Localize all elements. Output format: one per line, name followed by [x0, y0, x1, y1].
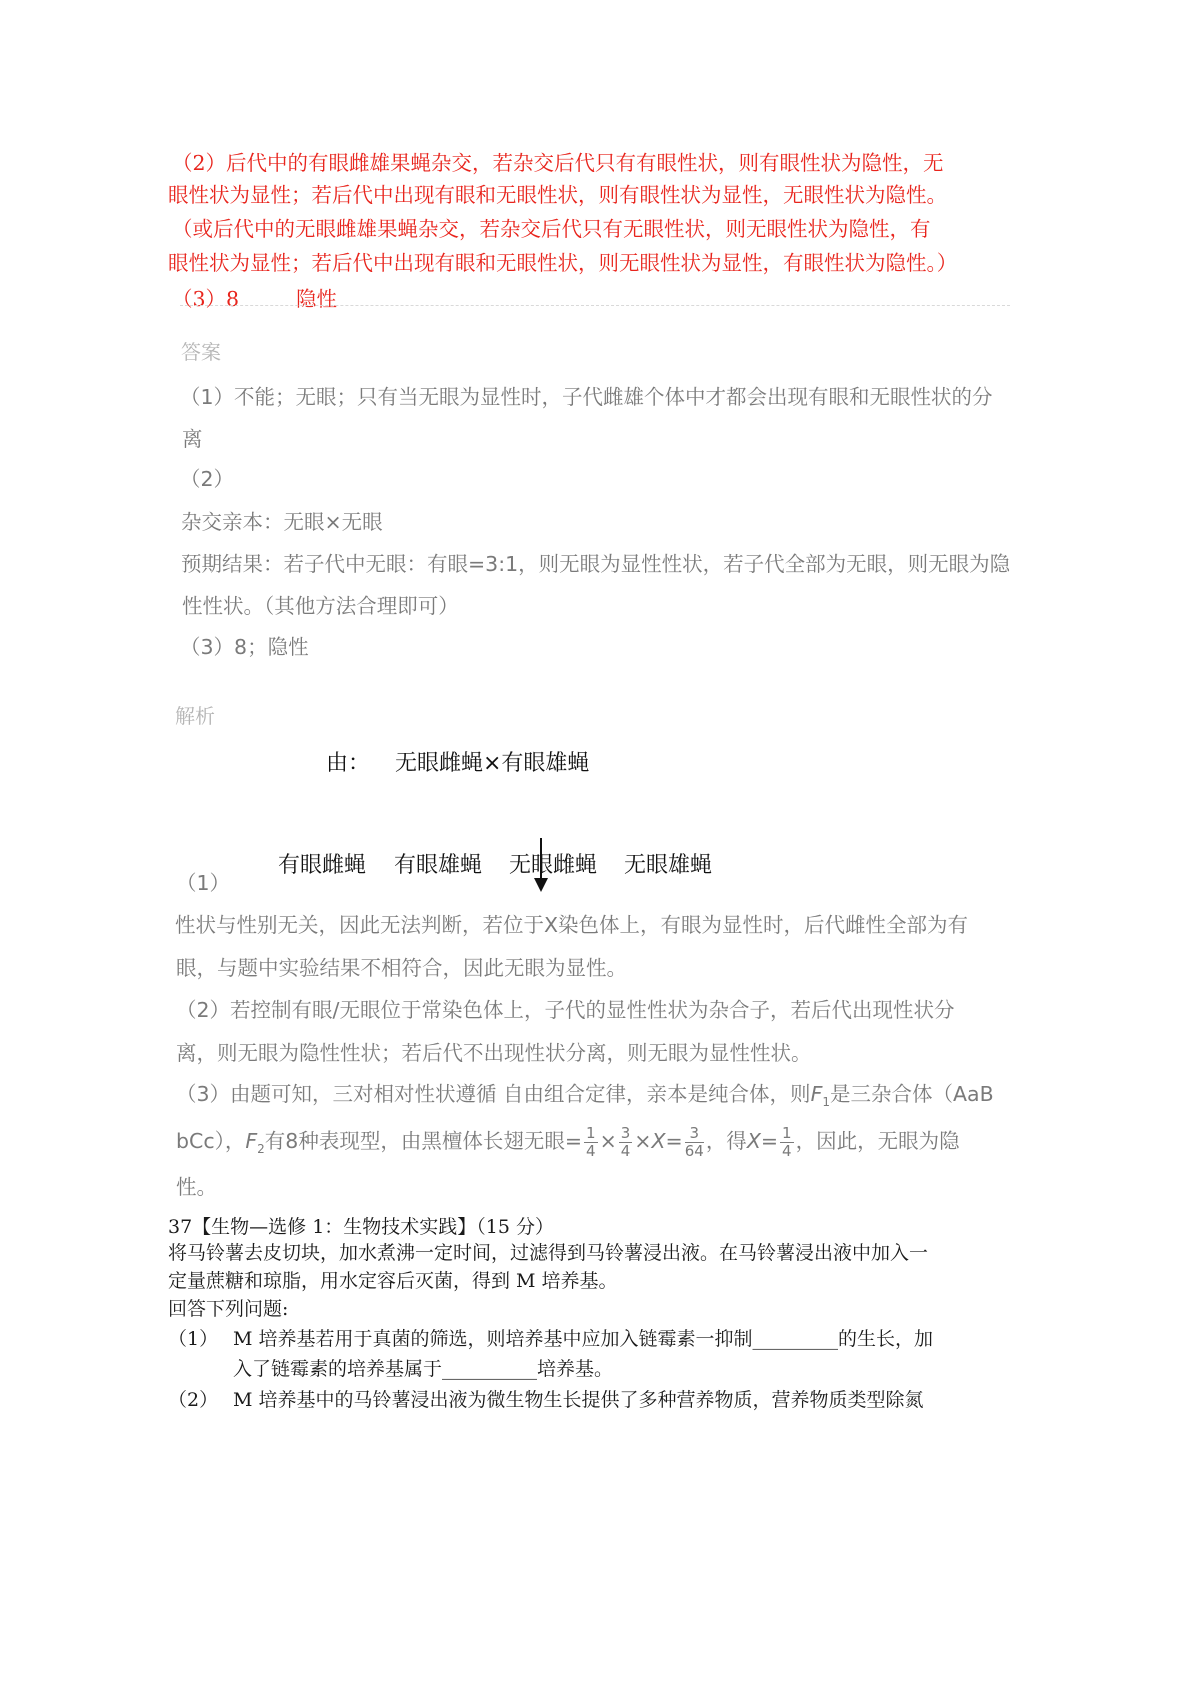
- analysis-line6-get: ，得: [705, 1129, 747, 1153]
- equals-symbol: =: [665, 1129, 683, 1153]
- analysis-line4: 离，则无眼为隐性性状；若后代不出现性状分离，则无眼为显性性状。: [176, 1041, 812, 1065]
- analysis-line6-mid: 有8种表现型，由黑檀体长翅无眼=: [264, 1129, 583, 1153]
- analysis-line1: 性状与性别无关，因此无法判断，若位于X染色体上，有眼为显性时，后代雌性全部为有: [175, 913, 969, 937]
- fraction-three-quarters: $\frac{3}{4}$: [620, 1123, 631, 1160]
- x-variable-2: X: [746, 1129, 761, 1153]
- analysis-label: 解析: [175, 704, 215, 728]
- fraction-one-quarter: $\frac{1}{4}$: [586, 1123, 596, 1160]
- question-37-q2-number: （2）: [168, 1389, 219, 1411]
- red-answer-q3-prefix: （3）8: [172, 287, 240, 311]
- question-37-q1-number: （1）: [168, 1328, 219, 1350]
- analysis-line6-tail: ，因此，无眼为隐: [795, 1129, 960, 1153]
- analysis-line5-text: （3）由题可知，三对相对性状遵循 自由组合定律，亲本是纯合体，则: [176, 1082, 811, 1106]
- red-answer-q3-answer: 隐性: [296, 287, 337, 311]
- red-answer-line-4: 眼性状为显性；若后代中出现有眼和无眼性状，则无眼性状为显性，有眼性状为隐性。）: [168, 251, 958, 275]
- question-37-q1-line2: 入了链霉素的培养基属于__________培养基。: [233, 1358, 614, 1380]
- analysis-line5: [176, 1077, 994, 1109]
- times-symbol: ×: [599, 1129, 617, 1153]
- offspring-3: 无眼雌蝇: [509, 853, 598, 878]
- question-37-stem-line1: 将马铃薯去皮切块，加水煮沸一定时间，过滤得到马铃薯浸出液。在马铃薯浸出液中加入一: [168, 1242, 929, 1264]
- cross-parents: 无眼雌蝇×有眼雄蝇: [395, 751, 590, 776]
- question-37-q1-line1: M 培养基若用于真菌的筛选，则培养基中应加入链霉素一抑制_________的生长，加: [233, 1328, 933, 1350]
- red-answer-line-1: （2）后代中的有眼雌雄果蝇杂交，若杂交后代只有有眼性状，则有眼性状为隐性，无: [172, 151, 944, 175]
- answer-q1-line2: 离: [182, 427, 203, 451]
- answer-q3: （3）8；隐性: [180, 635, 309, 659]
- analysis-line6: [176, 1124, 960, 1160]
- analysis-line3: （2）若控制有眼/无眼位于常染色体上，子代的显性性状为杂合子，若后代出现性状分: [176, 998, 955, 1022]
- analysis-line2: 眼，与题中实验结果不相符合，因此无眼为显性。: [176, 956, 627, 980]
- equals-symbol-2: =: [760, 1129, 779, 1153]
- f2-subscript: 2: [257, 1142, 265, 1157]
- offspring-1: 有眼雌蝇: [278, 853, 367, 878]
- question-37-prompt: 回答下列问题:: [168, 1298, 289, 1320]
- analysis-line7: 性。: [176, 1175, 217, 1199]
- times-symbol-2: ×: [634, 1129, 652, 1153]
- answer-q2-label: （2）: [180, 467, 235, 491]
- question-37-title: 37【生物—选修 1：生物技术实践】（15 分）: [168, 1216, 555, 1238]
- fraction-three-sixtyfourths: $\frac{3}{64}$: [684, 1123, 704, 1160]
- analysis-q1-label: （1）: [176, 871, 231, 895]
- answer-expected-line1: 预期结果：若子代中无眼：有眼=3:1，则无眼为显性性状，若子代全部为无眼，则无眼为隐: [181, 552, 1011, 576]
- red-answer-line-3: （或后代中的无眼雌雄果蝇杂交，若杂交后代只有无眼性状，则无眼性状为隐性，有: [172, 217, 931, 241]
- f1-symbol: F: [810, 1082, 823, 1106]
- answer-cross-parents: 杂交亲本：无眼×无眼: [181, 510, 383, 534]
- cross-prefix: 由：: [326, 751, 371, 776]
- red-answer-line-2: 眼性状为显性；若后代中出现有眼和无眼性状，则有眼性状为显性，无眼性状为隐性。: [168, 183, 947, 207]
- offspring-4: 无眼雄蝇: [624, 853, 713, 878]
- f2-symbol: F: [245, 1129, 258, 1153]
- divider: [180, 305, 1010, 306]
- answer-q1-line1: （1）不能；无眼；只有当无眼为显性时，子代雌雄个体中才都会出现有眼和无眼性状的分: [180, 385, 993, 409]
- f1-subscript: 1: [822, 1095, 830, 1110]
- fraction-one-quarter-result: $\frac{1}{4}$: [782, 1123, 792, 1160]
- x-variable: X: [651, 1129, 666, 1153]
- analysis-line5-tail: 是三杂合体（AaB: [830, 1082, 994, 1106]
- question-37-stem-line2: 定量蔗糖和琼脂，用水定容后灭菌，得到 M 培养基。: [168, 1270, 618, 1292]
- answer-expected-line2: 性性状。（其他方法合理即可）: [182, 594, 459, 618]
- answer-label: 答案: [181, 340, 221, 364]
- arrow-head-icon: [534, 878, 548, 892]
- offspring-2: 有眼雄蝇: [394, 853, 483, 878]
- analysis-line6-head: bCc），: [176, 1129, 246, 1153]
- question-37-q2-line1: M 培养基中的马铃薯浸出液为微生物生长提供了多种营养物质，营养物质类型除氮: [233, 1389, 924, 1411]
